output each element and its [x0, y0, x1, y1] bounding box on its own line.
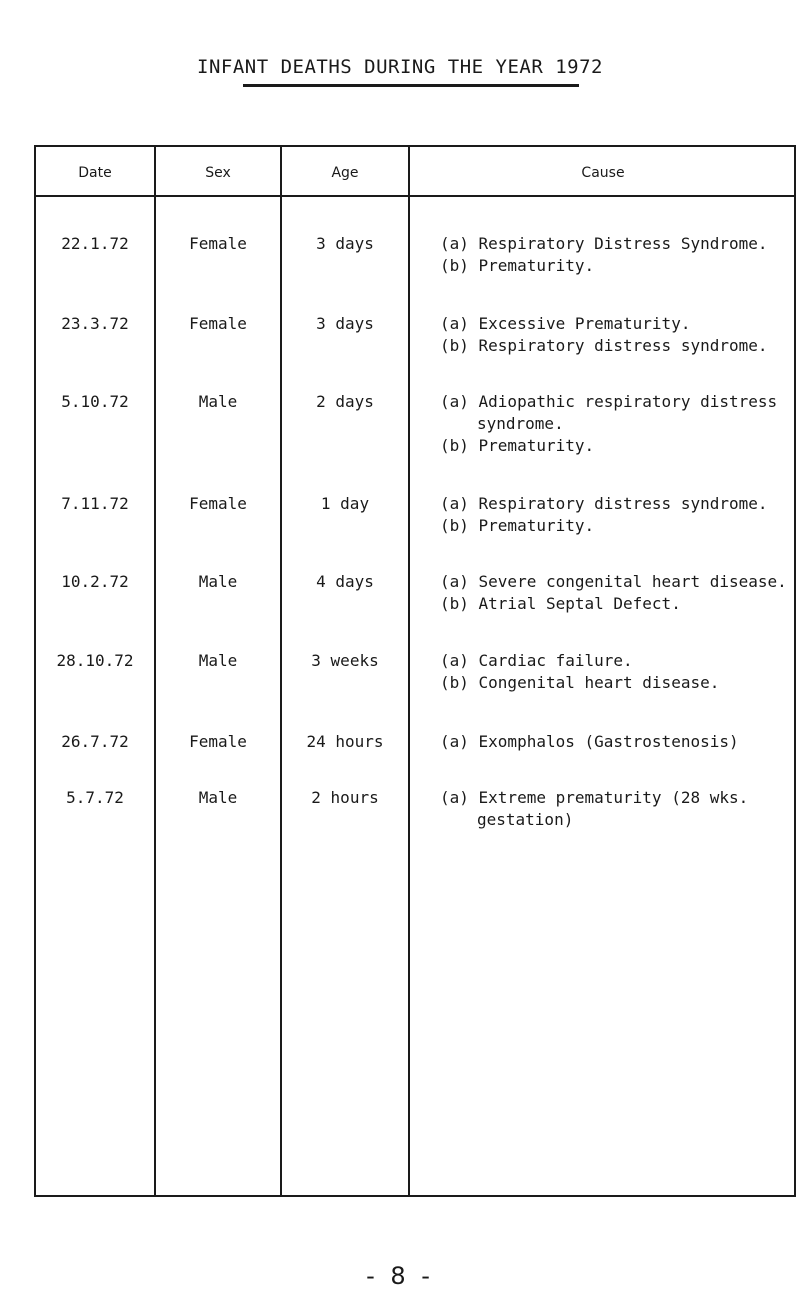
- cause-line: syndrome.: [477, 414, 564, 433]
- sex-cell: Male: [198, 651, 238, 670]
- date-cell: 28.10.72: [56, 651, 134, 670]
- cause-line: (a) Adiopathic respiratory distress: [440, 392, 778, 411]
- cause-line: (a) Extreme prematurity (28 wks.: [440, 788, 749, 807]
- sex-cell: Male: [198, 788, 238, 807]
- cause-line: gestation): [477, 810, 574, 829]
- cause-cell: [440, 787, 795, 831]
- age-cell: 24 hours: [306, 732, 384, 751]
- date-cell: 5.10.72: [61, 392, 129, 411]
- sex-cell: Female: [189, 314, 247, 333]
- cause-line: (a) Respiratory distress syndrome.: [440, 494, 768, 513]
- cause-line: (a) Respiratory Distress Syndrome.: [440, 234, 768, 253]
- cause-line: (a) Cardiac failure.: [440, 651, 633, 670]
- infant-deaths-table: [34, 145, 796, 1197]
- sex-cell: Male: [198, 572, 238, 591]
- date-cell: 5.7.72: [66, 788, 124, 807]
- column-header-cause: Cause: [581, 165, 625, 181]
- column-divider: [408, 147, 410, 1195]
- sex-cell: Female: [189, 732, 247, 751]
- cause-line: (a) Exomphalos (Gastrostenosis): [440, 732, 739, 751]
- column-header-sex: Sex: [205, 165, 231, 181]
- page-title: INFANT DEATHS DURING THE YEAR 1972: [197, 56, 603, 78]
- page-number: - 8 -: [366, 1262, 434, 1290]
- date-cell: 7.11.72: [61, 494, 129, 513]
- sex-cell: Female: [189, 494, 247, 513]
- title-underline: [243, 84, 579, 87]
- cause-line: (b) Prematurity.: [440, 516, 595, 535]
- age-cell: 2 days: [316, 392, 374, 411]
- date-cell: 22.1.72: [61, 234, 129, 253]
- age-cell: 1 day: [320, 494, 370, 513]
- cause-line: (a) Excessive Prematurity.: [440, 314, 691, 333]
- column-header-age: Age: [331, 165, 359, 181]
- header-divider: [36, 195, 794, 197]
- column-header-date: Date: [78, 165, 112, 181]
- sex-cell: Female: [189, 234, 247, 253]
- cause-cell: [440, 731, 795, 753]
- cause-line: (b) Respiratory distress syndrome.: [440, 336, 768, 355]
- date-cell: 26.7.72: [61, 732, 129, 751]
- age-cell: 3 weeks: [311, 651, 379, 670]
- cause-cell: [440, 571, 795, 615]
- cause-line: (b) Congenital heart disease.: [440, 673, 720, 692]
- cause-line: (a) Severe congenital heart disease.: [440, 572, 787, 591]
- sex-cell: Male: [198, 392, 238, 411]
- cause-line: (b) Prematurity.: [440, 436, 595, 455]
- cause-cell: [440, 391, 795, 457]
- date-cell: 23.3.72: [61, 314, 129, 333]
- cause-cell: [440, 313, 795, 357]
- age-cell: 3 days: [316, 234, 374, 253]
- age-cell: 2 hours: [311, 788, 379, 807]
- cause-cell: [440, 493, 795, 537]
- cause-line: (b) Atrial Septal Defect.: [440, 594, 681, 613]
- cause-line: (b) Prematurity.: [440, 256, 595, 275]
- age-cell: 3 days: [316, 314, 374, 333]
- cause-cell: [440, 650, 795, 694]
- cause-cell: [440, 233, 795, 277]
- age-cell: 4 days: [316, 572, 374, 591]
- date-cell: 10.2.72: [61, 572, 129, 591]
